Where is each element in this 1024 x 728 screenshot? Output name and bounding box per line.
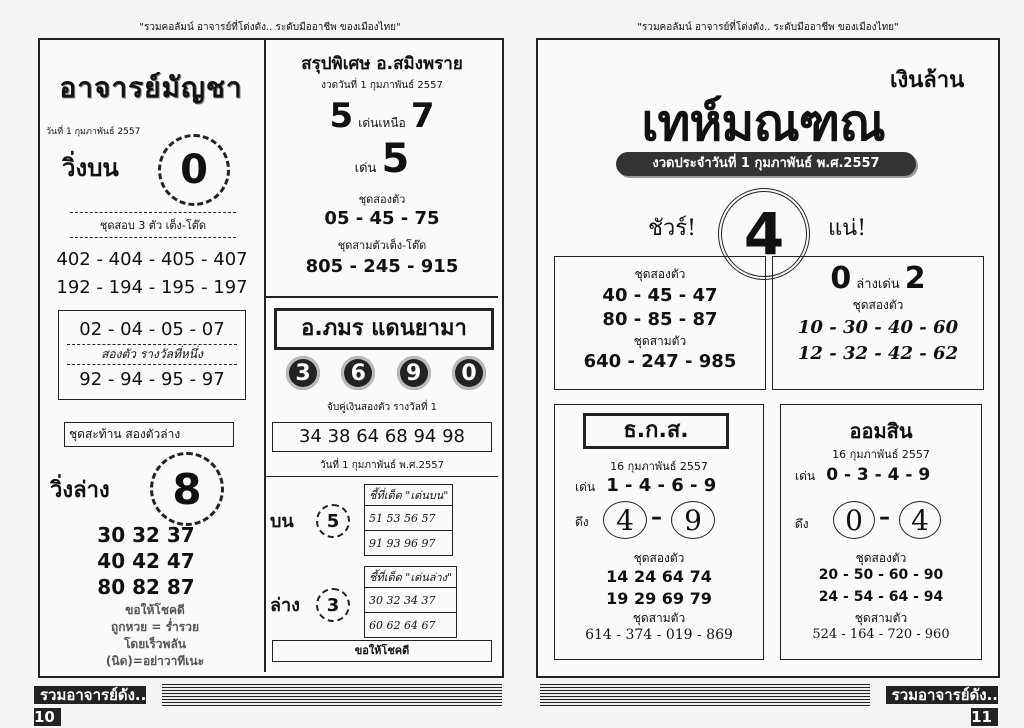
blessing-line: ขอให้โชคดี <box>125 603 185 617</box>
pull-dash: – <box>879 505 890 530</box>
three-digit-label: ชุดสามตัว <box>633 334 687 348</box>
date2-label: วันที่ 1 กุมภาพันธ์ พ.ศ.2557 <box>319 460 445 471</box>
pull-number: 0 <box>833 501 875 539</box>
lead-label: เด่น <box>795 469 816 483</box>
gsb-title: ออมสิน <box>849 419 913 443</box>
lead-mid-label: ล่างเด่น <box>856 277 900 292</box>
pairs-value: 34 38 64 68 94 98 <box>272 422 492 452</box>
footer-stripes <box>162 684 502 706</box>
three-digit-label: ชุดสามตัว <box>854 611 908 625</box>
baac-box <box>554 404 764 660</box>
column-ajarn-mancha <box>40 40 264 672</box>
pull-label: ดึง <box>795 517 809 531</box>
bottom-row: 30 32 37 <box>97 523 195 547</box>
top-number: 5 <box>316 504 350 538</box>
bottom-table <box>364 566 457 638</box>
right-footer <box>874 684 998 728</box>
bottom-number: 3 <box>316 588 350 622</box>
run-bottom-number: 8 <box>150 452 224 526</box>
run-bottom-label: วิ่งล่าง <box>50 478 110 503</box>
two-digit-label: ชุดสองตัว <box>358 193 406 206</box>
left-page-header: "รวมคอลัมน์ อาจารย์ที่โด่งดัง.. ระดับมืออาชีพ ของเมืองไทย" <box>139 22 401 33</box>
column-title: สรุปพิเศษ อ.สมิงพราย <box>301 54 463 74</box>
three-digit-value: 805 - 245 - 915 <box>305 256 459 277</box>
left-predict-box <box>554 256 766 390</box>
bottom-label: ล่าง <box>270 595 300 616</box>
blessing-line: (นิด)=อย่าวาทีเนะ <box>105 654 205 668</box>
two-digit-row: 10 - 30 - 40 - 60 <box>797 317 959 338</box>
table-row: 51 53 56 57 <box>365 506 453 531</box>
subtitle-top: เงินล้าน <box>890 67 965 93</box>
number-ball: 3 <box>286 356 320 390</box>
left-footer <box>34 684 158 728</box>
two-digit-row: 40 - 45 - 47 <box>602 285 718 306</box>
gsb-date: 16 กุมภาพันธ์ 2557 <box>832 448 930 461</box>
pull-number: 9 <box>671 501 715 539</box>
two-digit-label: ชุดสองตัว <box>634 267 686 281</box>
number-ball: 0 <box>452 356 486 390</box>
luck-label: ขอให้โชคดี <box>272 640 492 662</box>
lead-number: 5 <box>329 96 354 136</box>
lead-label: เด่น <box>575 480 596 494</box>
box-label: สองตัว รางวัลที่หนึ่ง <box>67 344 237 365</box>
three-digit-value: 614 - 374 - 019 - 869 <box>585 627 733 643</box>
bottom-rows <box>66 522 226 600</box>
lead-row <box>773 261 983 296</box>
draw-date: งวดประจำวันที่ 1 กุมภาพันธ์ พ.ศ.2557 <box>616 152 916 176</box>
footer-stripes <box>540 684 870 706</box>
two-digit-label: ชุดสองตัว <box>633 551 685 565</box>
two-digit-value: 05 - 45 - 75 <box>324 208 440 229</box>
box-row: 02 - 04 - 05 - 07 <box>79 319 225 340</box>
three-digit-value: 640 - 247 - 985 <box>583 351 737 372</box>
three-digit-label: ชุดสามตัว <box>632 611 686 625</box>
lead-number: 7 <box>410 96 435 136</box>
section-divider <box>266 296 498 298</box>
two-digit-row: 14 24 64 74 <box>606 567 712 586</box>
blessing <box>60 602 250 670</box>
two-digit-row: 19 29 69 79 <box>606 589 712 608</box>
gsb-lead-row <box>795 465 930 486</box>
two-digit-label: ชุดสองตัว <box>855 551 907 565</box>
column-title: อาจารย์มัญชา <box>59 71 243 104</box>
bottom-row: 40 42 47 <box>97 549 195 573</box>
box-title: อ.ภมร แดนยามา <box>274 308 494 350</box>
run-top-label: วิ่งบน <box>62 154 119 182</box>
lead-value: 0 - 3 - 4 - 9 <box>826 465 931 485</box>
table-header: ชี้ที่เด็ด "เด่นล่าง" <box>365 567 457 588</box>
number-ball: 6 <box>341 356 375 390</box>
two-digit-label: ชุดสองตัว <box>852 298 904 312</box>
bottom-row: 80 82 87 <box>97 575 195 599</box>
right-predict-box <box>772 256 984 390</box>
pair-label: จับคู่เงินสองตัว รางวัลที่ 1 <box>326 402 438 413</box>
cross-label: ชุดสะท้าน สองตัวล่าง <box>64 422 234 447</box>
run-top-number: 0 <box>158 134 230 206</box>
sure-right: แน่! <box>828 216 867 241</box>
table-row: 91 93 96 97 <box>365 531 453 556</box>
baac-title: ธ.ก.ส. <box>583 413 729 449</box>
top-table <box>364 484 453 556</box>
table-header: ชี้ที่เด็ด "เด่นบน" <box>365 485 453 506</box>
page-number-tag: รวมอาจารย์ดัง.. 10 <box>34 686 147 726</box>
two-digit-row: 12 - 32 - 42 - 62 <box>797 343 959 364</box>
blessing-line: โดยเร็วพลัน <box>123 637 187 651</box>
blessing-line: ถูกหวย = ร่ำรวย <box>110 620 200 634</box>
date-label: วันที่ 1 กุมภาพันธ์ 2557 <box>46 127 141 137</box>
top-label: บน <box>270 511 294 532</box>
lead-number: 0 <box>830 261 852 296</box>
right-page-content <box>538 40 994 672</box>
box-row: 92 - 94 - 95 - 97 <box>79 369 225 390</box>
three-digit-rows <box>46 246 258 302</box>
lead-number: 2 <box>904 261 926 296</box>
sure-left: ชัวร์! <box>648 216 696 241</box>
baac-date: 16 กุมภาพันธ์ 2557 <box>610 460 708 473</box>
main-number: 4 <box>718 188 810 280</box>
column-saming-phrai <box>266 40 498 672</box>
main-title: เทห์มณฑณ <box>641 94 885 152</box>
two-digit-row: 24 - 54 - 64 - 94 <box>818 589 944 605</box>
two-digit-row: 20 - 50 - 60 - 90 <box>818 567 944 583</box>
pull-number: 4 <box>899 501 941 539</box>
number-ball: 9 <box>397 356 431 390</box>
first-prize-box <box>58 310 246 400</box>
lead2-label: เด่น <box>354 161 377 176</box>
lead2-number: 5 <box>381 136 410 182</box>
lead-row <box>266 96 498 136</box>
pull-dash: – <box>651 505 662 530</box>
two-digit-row: 80 - 85 - 87 <box>602 309 718 330</box>
three-digit-row: 402 - 404 - 405 - 407 <box>56 249 248 270</box>
baac-lead-row <box>575 475 716 497</box>
pull-label: ดึง <box>575 515 589 529</box>
section-divider <box>266 476 498 477</box>
pull-number: 4 <box>603 501 647 539</box>
right-page-header: "รวมคอลัมน์ อาจารย์ที่โด่งดัง.. ระดับมืออาชีพ ของเมืองไทย" <box>637 22 899 33</box>
table-row: 60 62 64 67 <box>365 613 457 638</box>
balls-row <box>286 356 486 390</box>
table-row: 30 32 34 37 <box>365 588 457 613</box>
lead-mid-label: เด่นเหนือ <box>358 116 406 130</box>
gsb-box <box>780 404 982 660</box>
page-number-tag: รวมอาจารย์ดัง.. 11 <box>886 686 998 726</box>
date-label: งวดวันที่ 1 กุมภาพันธ์ 2557 <box>321 80 443 91</box>
three-digit-row: 192 - 194 - 195 - 197 <box>56 277 248 298</box>
three-digit-value: 524 - 164 - 720 - 960 <box>812 627 950 642</box>
three-digit-label: ชุดสอบ 3 ตัว เต็ง-โต๊ด <box>70 212 236 238</box>
three-digit-label: ชุดสามตัวเต็ง-โต๊ด <box>337 239 427 252</box>
lead-value: 1 - 4 - 6 - 9 <box>606 475 717 496</box>
lead2-row <box>266 136 498 182</box>
